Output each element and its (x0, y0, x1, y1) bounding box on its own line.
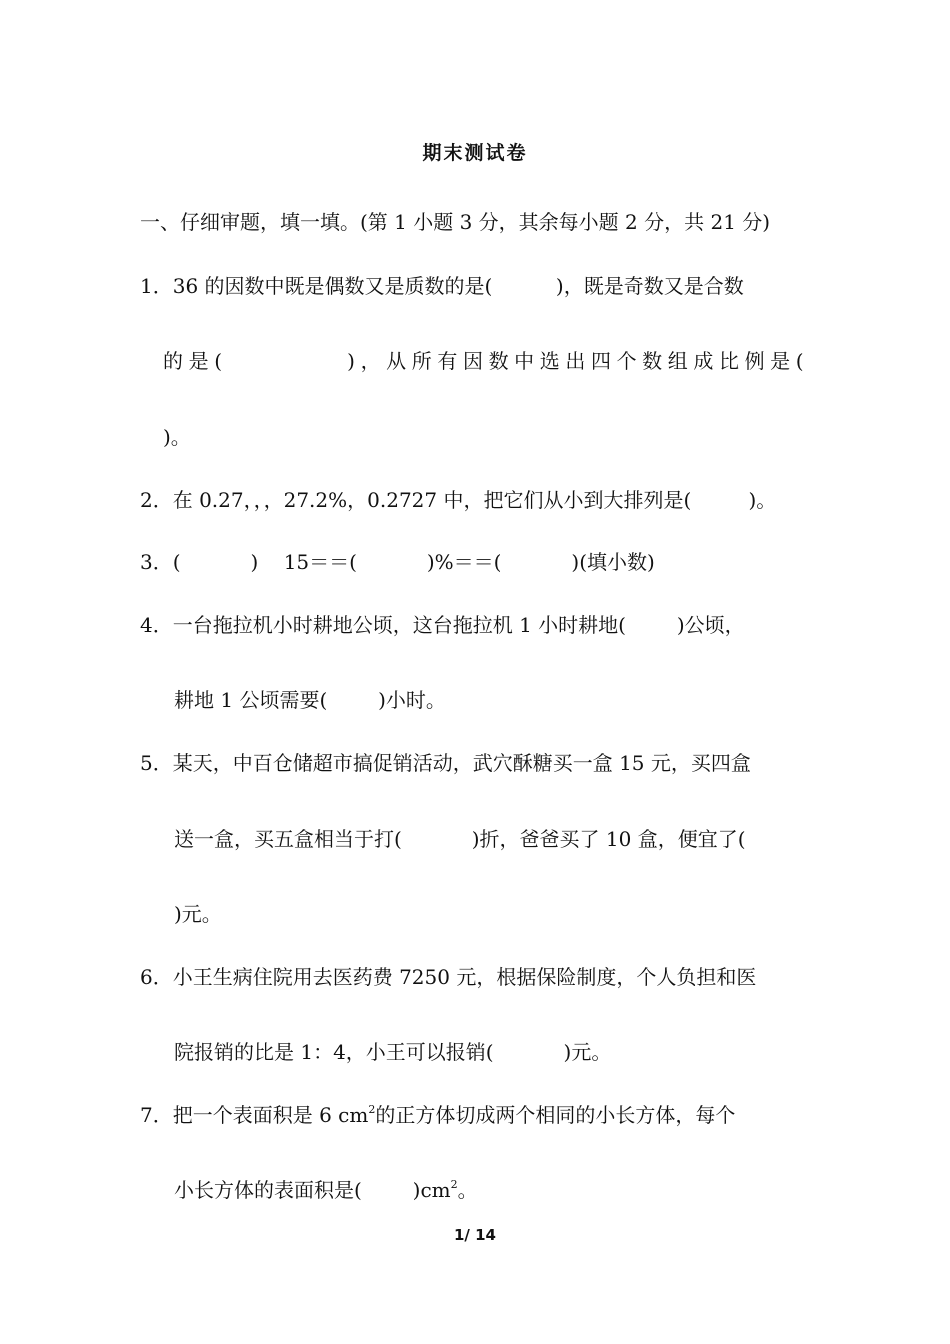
question-7-line-2-start: 小长方体的表面积是( )cm (174, 1178, 451, 1202)
question-6-line-1: 6．小王生病住院用去医药费 7250 元，根据保险制度，个人负担和医 (140, 965, 757, 989)
question-7-line-1-end: 的正方体切成两个相同的小长方体，每个 (375, 1103, 736, 1127)
question-5-line-3: )元。 (174, 902, 222, 926)
question-1-line-3: )。 (163, 425, 191, 449)
question-7-line-1-start: 7．把一个表面积是 6 cm (140, 1103, 369, 1127)
page-number: 1/ 14 (453, 1226, 496, 1244)
question-1-line-2: 的是( )，从所有因数中选出四个数组成比例是( (163, 349, 810, 373)
question-6-line-2: 院报销的比是 1：4，小王可以报销( )元。 (174, 1040, 612, 1064)
superscript-2: 2 (368, 1103, 376, 1116)
question-2-line-1: 2．在 0.27，，，27.2%，0.2727 中，把它们从小到大排列是( )。 (140, 488, 777, 512)
superscript-2-b: 2 (450, 1178, 458, 1191)
question-7-line-1 (140, 1102, 735, 1128)
question-4-line-1: 4．一台拖拉机小时耕地公顷，这台拖拉机 1 小时耕地( )公顷， (140, 613, 745, 637)
page-title: 期末测试卷 (422, 142, 528, 164)
question-4-line-2: 耕地 1 公顷需要( )小时。 (174, 688, 446, 712)
question-7-line-2-end: 。 (457, 1178, 478, 1202)
question-1-line-1: 1．36 的因数中既是偶数又是质数的是( )，既是奇数又是合数 (140, 274, 744, 298)
question-3-line-1: 3．( ) 15＝＝( )%＝＝( )(填小数) (140, 550, 655, 574)
question-5-line-1: 5．某天，中百仓储超市搞促销活动，武穴酥糖买一盒 15 元，买四盒 (140, 751, 751, 775)
question-5-line-2: 送一盒，买五盒相当于打( )折，爸爸买了 10 盒，便宜了( (174, 827, 746, 851)
question-7-line-2 (174, 1177, 478, 1203)
section-heading: 一、仔细审题，填一填。(第 1 小题 3 分，其余每小题 2 分，共 21 分) (140, 210, 771, 234)
